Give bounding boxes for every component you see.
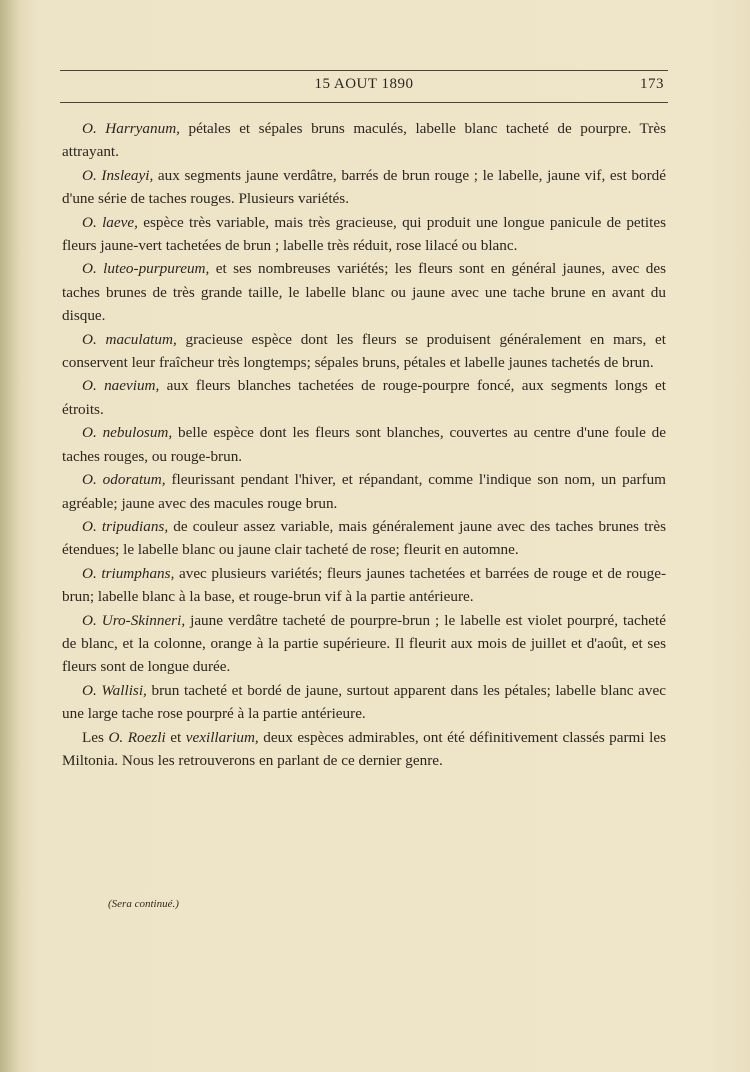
species-name: O. naevium, — [82, 377, 160, 395]
species-name: O. Uro-Skinneri, — [82, 611, 186, 629]
conjunction: et — [165, 728, 186, 746]
species-name: O. Insleayi, — [82, 166, 154, 184]
paragraph — [62, 515, 666, 562]
description: gracieuse espèce dont les fleurs se produisent généralement en mars, et conservent leur fraîcheur très longtemps; sépales bruns, pétales et labelle jaunes tachetés de brun. — [62, 330, 666, 372]
running-header — [60, 76, 668, 98]
paragraph — [62, 164, 666, 211]
description: fleurissant pendant l'hiver, et répandant, comme l'indique son nom, un parfum agréable; jaune avec des macules rouge brun. — [62, 471, 666, 512]
body-text — [62, 117, 666, 772]
page-number: 173 — [640, 76, 664, 92]
header-rule-bottom — [60, 102, 668, 103]
species-name: O. luteo-purpureum, — [82, 260, 210, 278]
description: aux fleurs blanches tachetées de rouge-pourpre foncé, aux segments longs et étroits. — [62, 377, 667, 418]
header-date: 15 AOUT 1890 — [314, 76, 414, 92]
paragraph — [62, 117, 666, 164]
description: avec plusieurs variétés; fleurs jaunes tachetées et barrées de rouge et de rouge-brun; labelle blanc à la base, et rouge-brun vif à la partie antérieure. — [62, 564, 667, 606]
species-name: O. laeve, — [82, 213, 138, 231]
species-name: vexillarium, — [185, 728, 259, 746]
paragraph — [62, 468, 666, 515]
description: espèce très variable, mais très gracieuse, qui produit une longue panicule de petites fleurs jaune-vert tachetées de brun ; labelle très réduit, rose lilacé ou blanc. — [62, 213, 666, 255]
species-name: O. Wallisi, — [82, 681, 147, 699]
species-name: O. maculatum, — [82, 330, 177, 348]
description: pétales et sépales bruns maculés, labelle blanc tacheté de pourpre. Très attrayant. — [62, 120, 666, 161]
species-name: O. odoratum, — [82, 471, 166, 489]
paragraph-miltonia — [62, 726, 666, 773]
paragraph — [62, 374, 666, 421]
description: et ses nombreuses variétés; les fleurs sont en général jaunes, avec des taches brunes de très grande taille, le labelle blanc ou jaune avec une tache brune en avant du disque. — [62, 260, 667, 325]
header-rule-top — [60, 70, 668, 71]
paragraph — [62, 562, 666, 609]
paragraph — [62, 211, 666, 258]
species-name: O. triumphans, — [82, 564, 175, 582]
paragraph — [62, 421, 666, 468]
paragraph — [62, 257, 666, 327]
description: brun tacheté et bordé de jaune, surtout apparent dans les pétales; labelle blanc avec une large tache rose pourpré à la partie antérieure. — [62, 681, 666, 723]
species-name: O. Harryanum, — [82, 120, 180, 137]
species-name: O. Roezli — [108, 728, 166, 746]
description: de couleur assez variable, mais généralement jaune avec des taches brunes très étendues; le labelle blanc ou jaune clair tacheté de rose; fleurit en automne. — [62, 517, 667, 559]
description: aux segments jaune verdâtre, barrés de brun rouge ; le labelle, jaune vif, est bordé d'une série de taches rouges. Plusieurs variétés. — [62, 166, 666, 208]
paragraph — [62, 679, 666, 726]
species-name: O. nebulosum, — [82, 424, 173, 442]
species-name: O. tripudians, — [82, 517, 169, 535]
paragraph — [62, 328, 666, 375]
continuation-note: (Sera continué.) — [108, 898, 179, 910]
lead-word: Les — [82, 728, 109, 746]
paragraph — [62, 609, 666, 679]
description: deux espèces admirables, ont été définitivement classés parmi les Miltonia. Nous les retrouverons en parlant de ce dernier genre. — [62, 728, 666, 769]
description: belle espèce dont les fleurs sont blanches, couvertes au centre d'une foule de taches rouges, ou rouge-brun. — [62, 424, 666, 465]
binding-shadow — [0, 0, 22, 1072]
description: jaune verdâtre tacheté de pourpre-brun ; le labelle est violet pourpré, tacheté de blanc, et la colonne, orange à la partie supérieure. Il fleurit aux mois de juillet et d'août, et ses fleurs sont de longue durée. — [62, 611, 667, 676]
